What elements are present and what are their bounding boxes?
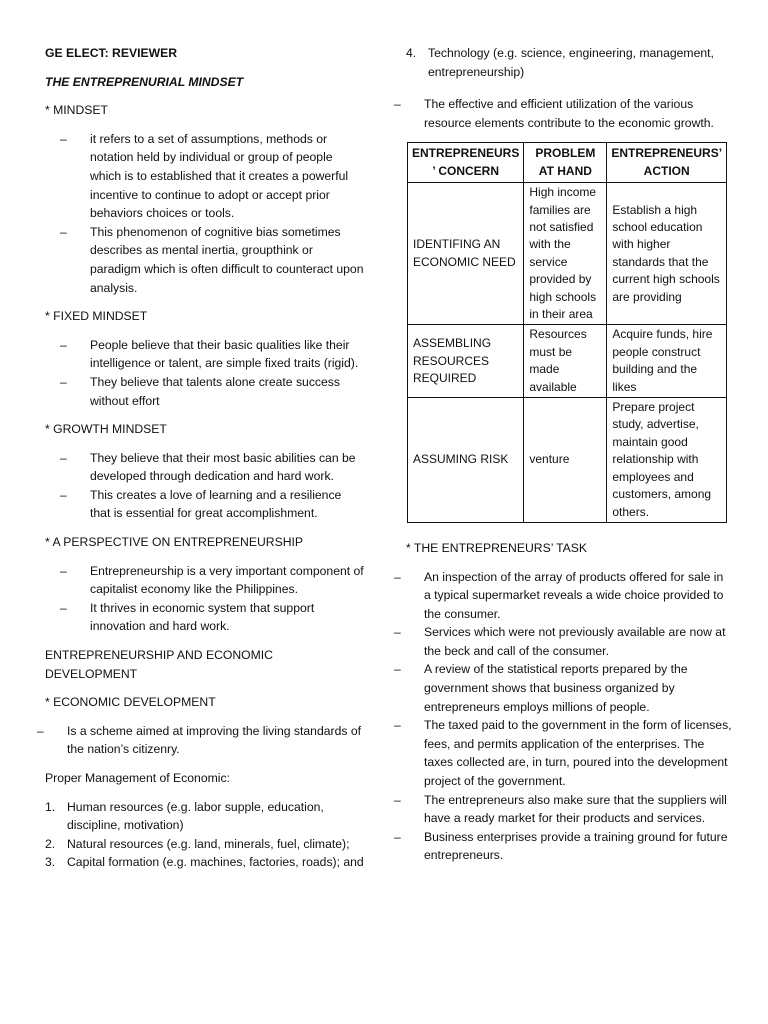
table-row	[408, 325, 727, 398]
list-item: – This phenomenon of cognitive bias sometimes describes as mental inertia, groupthink or paradigm which is often difficult to counteract upon analysis.	[45, 223, 365, 297]
action-cell: Acquire funds, hire people construct building and the likes	[607, 325, 727, 398]
growth-mindset-heading: * GROWTH MINDSET	[45, 422, 167, 437]
econ-dev-list	[45, 722, 365, 759]
fixed-mindset-list	[45, 336, 365, 410]
entrepreneurs-task-heading: * THE ENTREPRENEURS’ TASK	[406, 540, 588, 555]
list-item: – Is a scheme aimed at improving the living standards of the nation’s citizenry.	[45, 722, 365, 759]
econ-dev-heading: * ECONOMIC DEVELOPMENT	[45, 695, 216, 710]
problem-cell: venture	[524, 398, 607, 523]
column-header: ENTREPRENEURS’ ACTION	[607, 143, 727, 183]
entrepreneur-table	[407, 142, 727, 523]
column-header: ENTREPRENEURS ’ CONCERN	[408, 143, 524, 183]
list-item: – They believe that talents alone create success without effort	[45, 373, 365, 410]
problem-cell: High income families are not satisfied with the service provided by high schools in their area	[524, 183, 607, 325]
list-item: – The taxed paid to the government in the form of licenses, fees, and permits application of the enterprises. The taxes collected are, in turn, poured into the development project of the government.	[402, 716, 732, 790]
table-row	[408, 183, 727, 325]
resources-numbered-list-continued	[406, 44, 732, 81]
mindset-list	[45, 130, 365, 297]
list-item: – Entrepreneurship is a very important component of capitalist economy like the Philippines.	[45, 562, 365, 599]
list-item: 3. Capital formation (e.g. machines, factories, roads); and	[45, 855, 364, 870]
list-item: – This creates a love of learning and a resilience that is essential for great accomplishment.	[45, 486, 365, 523]
list-item: – People believe that their basic qualities like their intelligence or talent, are simple fixed traits (rigid).	[45, 336, 365, 373]
utilization-list	[402, 95, 732, 132]
right-column	[402, 44, 732, 875]
list-item: – Services which were not previously available are now at the beck and call of the consumer.	[402, 623, 732, 660]
entrepreneurs-task-list	[402, 568, 732, 866]
list-item: – The effective and efficient utilization of the various resource elements contribute to the economic growth.	[402, 95, 732, 132]
document-subtitle: THE ENTREPRENURIAL MINDSET	[45, 74, 244, 89]
list-item: – The entrepreneurs also make sure that the suppliers will have a ready market for their products and services.	[402, 791, 732, 828]
list-item: – An inspection of the array of products offered for sale in a typical supermarket reveals a wide choice provided to the consumer.	[402, 568, 732, 624]
econ-dev-section-title: ENTREPRENEURSHIP AND ECONOMIC DEVELOPMENT	[45, 648, 273, 681]
resources-numbered-list	[45, 798, 365, 872]
action-cell: Prepare project study, advertise, maintain good relationship with employees and customers, among others.	[607, 398, 727, 523]
concern-cell: ASSEMBLING RESOURCES REQUIRED	[408, 325, 524, 398]
concern-cell: IDENTIFING AN ECONOMIC NEED	[408, 183, 524, 325]
perspective-heading: * A PERSPECTIVE ON ENTREPRENEURSHIP	[45, 535, 304, 550]
list-item: – They believe that their most basic abilities can be developed through dedication and hard work.	[45, 449, 365, 486]
table-row	[408, 398, 727, 523]
document-title: GE ELECT: REVIEWER	[45, 46, 178, 60]
mindset-heading: * MINDSET	[45, 103, 108, 118]
action-cell: Establish a high school education with higher standards that the current high schools are providing	[607, 183, 727, 325]
list-item: 1. Human resources (e.g. labor supple, education, discipline, motivation)	[45, 799, 324, 833]
list-item: – It thrives in economic system that support innovation and hard work.	[45, 599, 365, 636]
list-item: – A review of the statistical reports prepared by the government shows that business organized by entrepreneurs employs millions of people.	[402, 660, 732, 716]
problem-cell: Resources must be made available	[524, 325, 607, 398]
list-item: – Business enterprises provide a training ground for future entrepreneurs.	[402, 828, 732, 865]
list-item: 4. Technology (e.g. science, engineering, management, entrepreneurship)	[406, 46, 714, 79]
column-header: PROBLEM AT HAND	[524, 143, 607, 183]
list-item: 2. Natural resources (e.g. land, minerals, fuel, climate);	[45, 836, 350, 851]
perspective-list	[45, 562, 365, 636]
concern-cell: ASSUMING RISK	[408, 398, 524, 523]
fixed-mindset-heading: * FIXED MINDSET	[45, 309, 148, 324]
growth-mindset-list	[45, 449, 365, 523]
table-header-row	[408, 143, 727, 183]
list-item: – it refers to a set of assumptions, methods or notation held by individual or group of people which is to established that it creates a powerful incentive to continue to adopt or accept prior behaviors choices or tools.	[45, 130, 365, 223]
left-column	[45, 44, 365, 882]
proper-management-label: Proper Management of Economic:	[45, 771, 230, 785]
